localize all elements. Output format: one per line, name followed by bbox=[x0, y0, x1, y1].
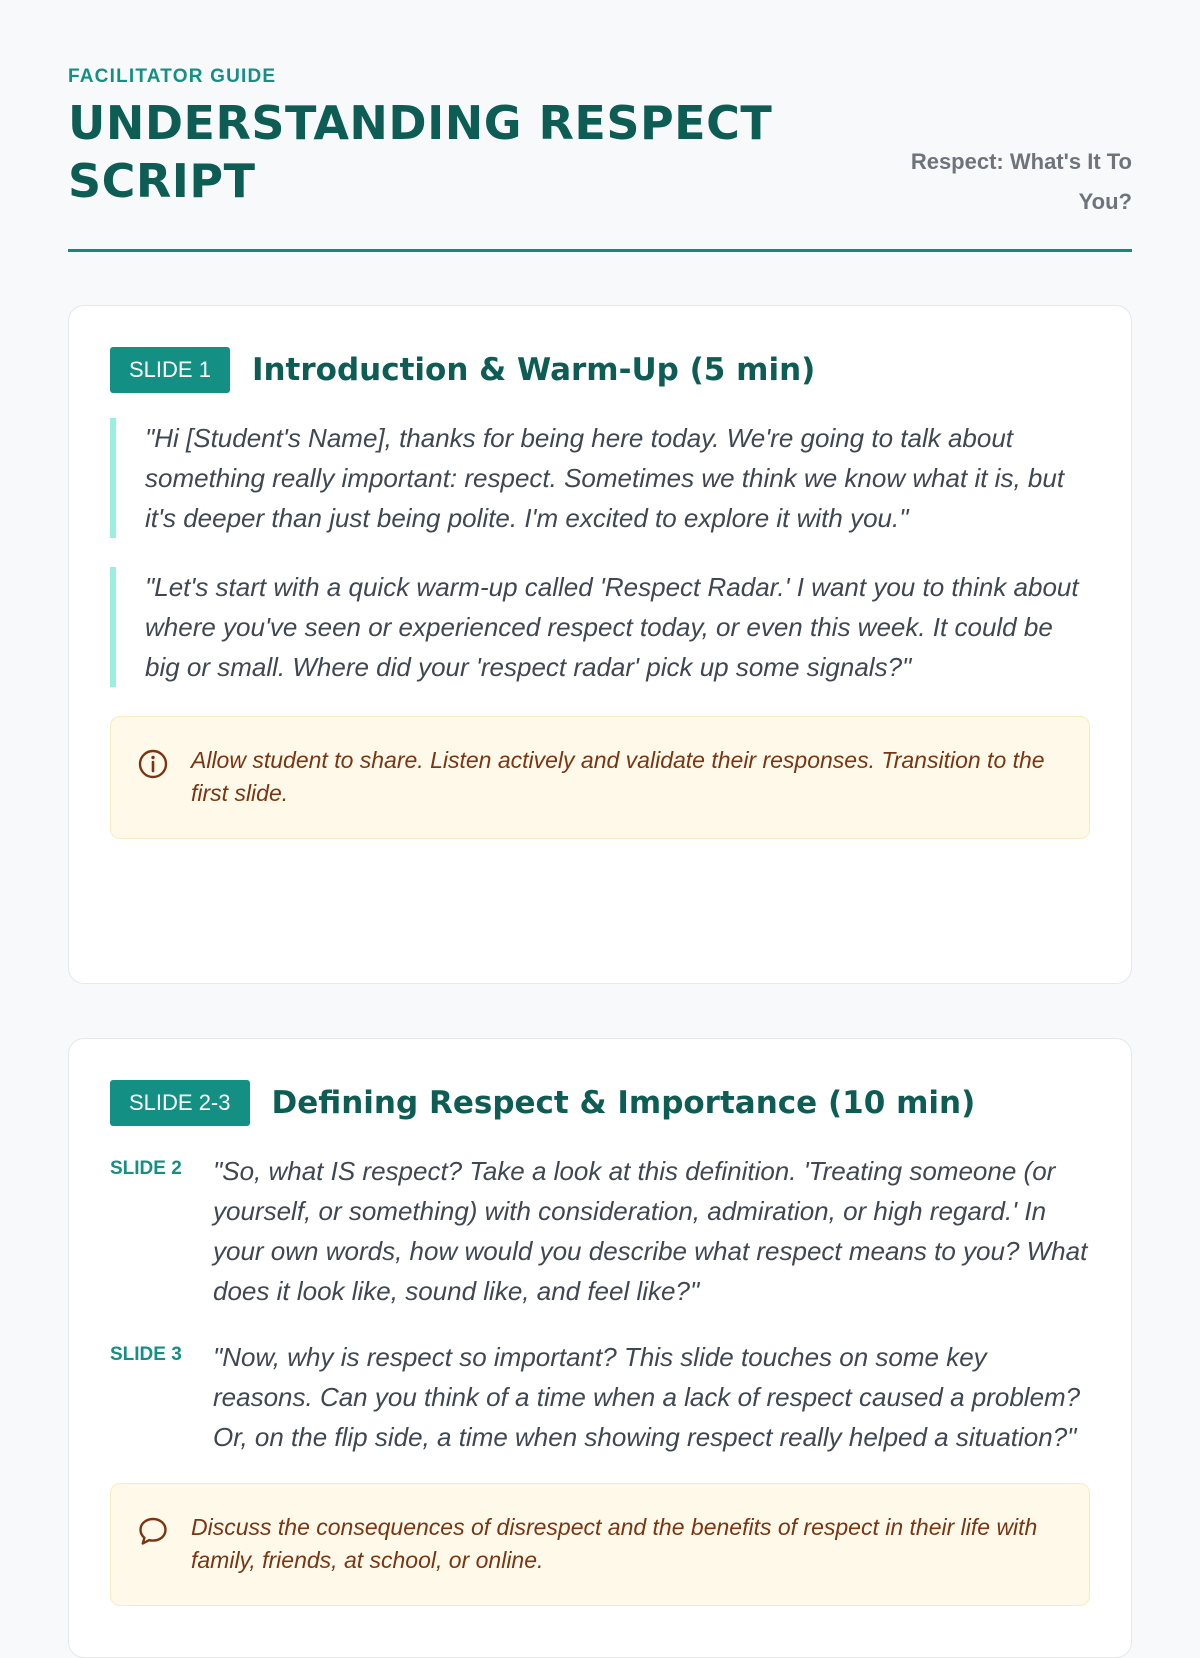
speech-bubble-icon bbox=[137, 1511, 169, 1577]
section-header bbox=[110, 346, 1090, 394]
slide-script-row bbox=[110, 1337, 1090, 1457]
page-title: UNDERSTANDING RESPECT SCRIPT bbox=[68, 96, 773, 208]
note-text: Allow student to share. Listen actively and validate their responses. Transition to the first slide. bbox=[191, 747, 1045, 806]
section-title: Introduction & Warm-Up (5 min) bbox=[251, 352, 816, 388]
slide-label: SLIDE 3 bbox=[110, 1344, 182, 1365]
script-quote: "Let's start with a quick warm-up called 'Respect Radar.' I want you to think about where you've seen or experienced respect today, or even this week. It could be big or small. Where did your 'respect radar' pick up some signals?" bbox=[110, 567, 1090, 687]
slide-script-text: "So, what IS respect? Take a look at this definition. 'Treating someone (or yourself, or something) with consideration, admiration, or high regard.' In your own words, how would you describe what respect means to you? What does it look like, sound like, and feel like?" bbox=[213, 1156, 1088, 1306]
page-subtitle: Respect: What's It To You? bbox=[910, 149, 1132, 214]
page-header bbox=[68, 0, 1132, 252]
slide-script-row bbox=[110, 1151, 1090, 1311]
section-title: Defining Respect & Importance (10 min) bbox=[271, 1085, 976, 1121]
slide-badge: SLIDE 1 bbox=[110, 347, 230, 393]
section-card-slide-2-3 bbox=[68, 1038, 1132, 1658]
slide-badge: SLIDE 2-3 bbox=[110, 1080, 250, 1126]
facilitator-note bbox=[110, 1483, 1090, 1606]
slide-label: SLIDE 2 bbox=[110, 1158, 182, 1179]
slide-script-text: "Now, why is respect so important? This slide touches on some key reasons. Can you think of a time when a lack of respect caused a problem? Or, on the flip side, a time when showing respect really helped a situation?" bbox=[213, 1342, 1081, 1452]
note-text: Discuss the consequences of disrespect and the benefits of respect in their life with family, friends, at school, or online. bbox=[191, 1514, 1038, 1573]
guide-eyebrow: FACILITATOR GUIDE bbox=[68, 66, 277, 87]
info-icon bbox=[137, 744, 169, 810]
section-card-slide-1 bbox=[68, 305, 1132, 984]
section-header bbox=[110, 1079, 1090, 1127]
script-quote: "Hi [Student's Name], thanks for being here today. We're going to talk about something really important: respect. Sometimes we think we know what it is, but it's deeper than just being polite. I'm excited to explore it with you." bbox=[110, 418, 1090, 538]
facilitator-note bbox=[110, 716, 1090, 839]
